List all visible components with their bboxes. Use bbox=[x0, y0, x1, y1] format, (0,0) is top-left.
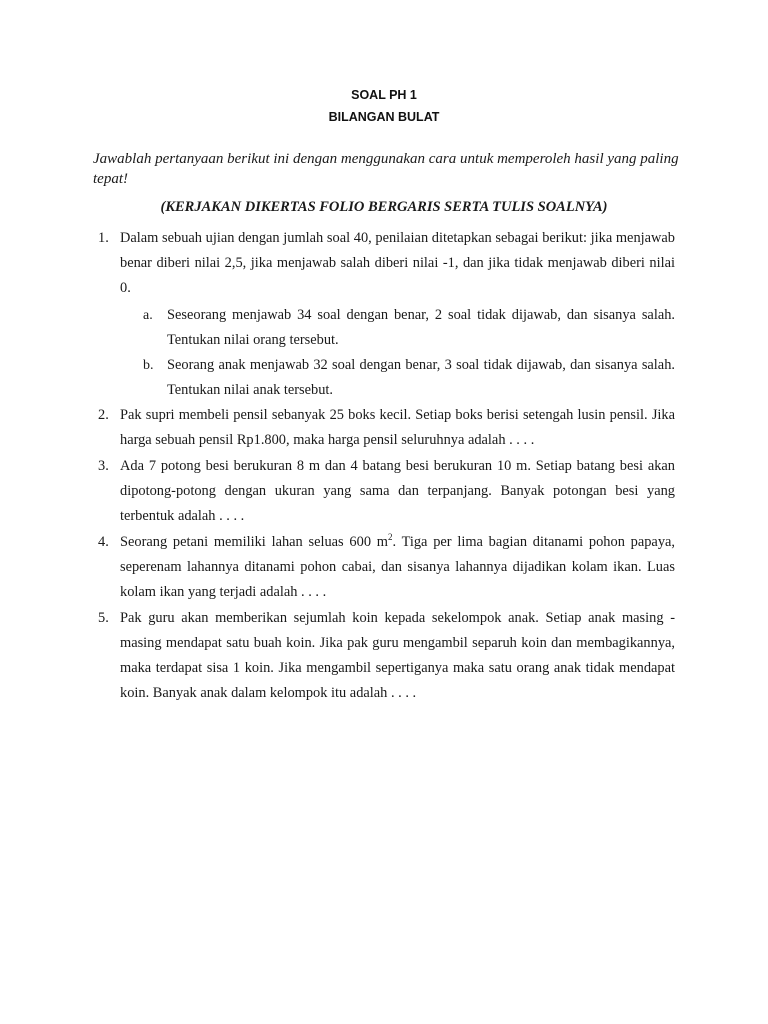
work-note: (KERJAKAN DIKERTAS FOLIO BERGARIS SERTA TULIS SOALNYA) bbox=[160, 199, 608, 215]
sub-question-list bbox=[93, 303, 675, 403]
sub-question-item bbox=[143, 353, 675, 403]
question-text-part: Seorang petani memiliki lahan seluas 600 m bbox=[120, 534, 388, 550]
sub-question-text: Seseorang menjawab 34 soal dengan benar, 2 soal tidak dijawab, dan sisanya salah. Tentukan nilai orang tersebut. bbox=[167, 307, 675, 348]
superscript: 2 bbox=[387, 532, 393, 542]
question-item bbox=[93, 226, 675, 303]
instruction-text: Jawablah pertanyaan berikut ini dengan menggunakan cara untuk memperoleh hasil yang paling tepat! bbox=[93, 151, 679, 187]
question-item bbox=[93, 403, 675, 454]
question-text: Ada 7 potong besi berukuran 8 m dan 4 batang besi berukuran 10 m. Setiap batang besi akan dipotong-potong dengan ukuran yang sama dan terpanjang. Banyak potongan besi yang terbentuk adalah . . . . bbox=[120, 458, 675, 524]
question-number: 2. bbox=[98, 407, 109, 423]
question-number: 4. bbox=[98, 534, 109, 550]
sub-question-label: a. bbox=[143, 308, 153, 323]
question-text: Pak supri membeli pensil sebanyak 25 boks kecil. Setiap boks berisi setengah lusin pensil. Jika harga sebuah pensil Rp1.800, maka harga pensil seluruhnya adalah . . . . bbox=[120, 407, 675, 448]
question-item bbox=[93, 454, 675, 530]
question-number: 1. bbox=[98, 230, 109, 246]
question-item bbox=[93, 530, 675, 606]
question-item bbox=[93, 606, 675, 706]
document-title: SOAL PH 1 bbox=[351, 88, 417, 102]
sub-question-text: Seorang anak menjawab 32 soal dengan benar, 3 soal tidak dijawab, dan sisanya salah. Tentukan nilai anak tersebut. bbox=[167, 357, 675, 398]
question-text-part: . Tiga per lima bagian ditanami pohon papaya, seperenam lahannya ditanami pohon cabai, dan sisanya lahannya dijadikan kolam ikan. Luas kolam ikan yang terjadi adalah . . . . bbox=[120, 534, 675, 600]
document-subtitle: BILANGAN BULAT bbox=[328, 110, 440, 124]
sub-question-label: b. bbox=[143, 358, 154, 373]
sub-question-item bbox=[143, 303, 675, 353]
question-number: 3. bbox=[98, 458, 109, 474]
question-list bbox=[93, 226, 675, 706]
question-number: 5. bbox=[98, 610, 109, 626]
question-text: Pak guru akan memberikan sejumlah koin kepada sekelompok anak. Setiap anak masing - masing mendapat satu buah koin. Jika pak guru mengambil separuh koin dan membagikannya, maka terdapat sisa 1 koin. Jika mengambil sepertiganya maka satu orang anak tidak mendapat koin. Banyak anak dalam kelompok itu adalah . . . . bbox=[120, 610, 675, 701]
question-text bbox=[120, 530, 675, 605]
question-text: Dalam sebuah ujian dengan jumlah soal 40, penilaian ditetapkan sebagai berikut: jika menjawab benar diberi nilai 2,5, jika menjawab salah diberi nilai -1, dan jika tidak menjawab diberi nilai 0. bbox=[120, 230, 675, 296]
